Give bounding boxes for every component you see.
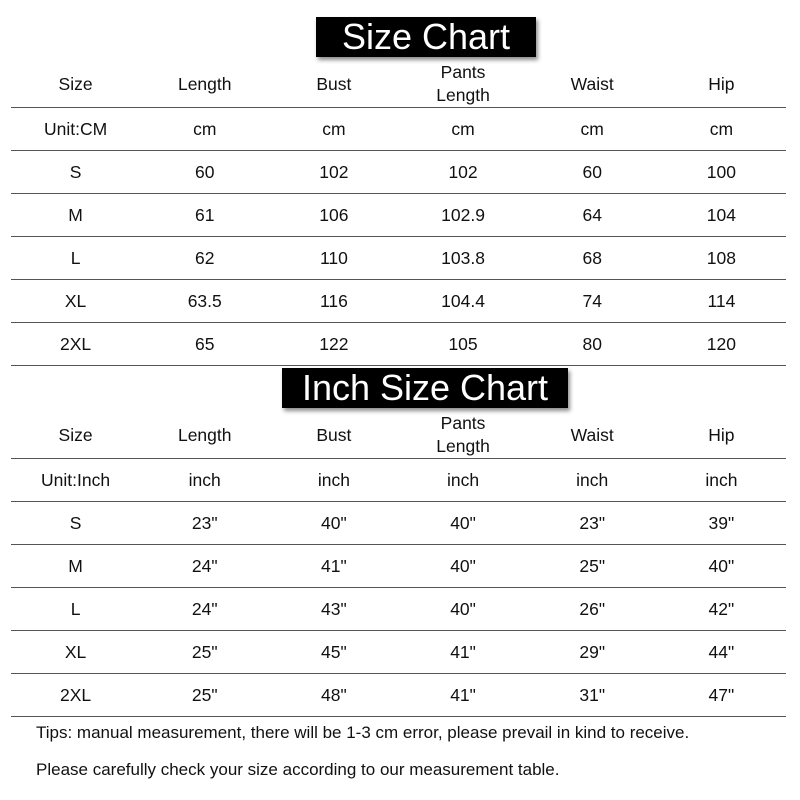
table-row [11, 502, 786, 545]
table-cell-waist: 74 [528, 280, 657, 323]
table-cell-bust: 106 [269, 194, 398, 237]
table-cell-pants-length: 40" [398, 502, 527, 545]
table-cell-size: 2XL [11, 323, 140, 366]
table-cell-size: S [11, 151, 140, 194]
table-cell-length: inch [140, 459, 269, 502]
table-cell-size: M [11, 194, 140, 237]
column-header-length: Length [140, 412, 269, 459]
table-row [11, 545, 786, 588]
table-cell-waist: 31" [528, 674, 657, 717]
table-cell-length: 24" [140, 588, 269, 631]
table-cell-hip: 114 [657, 280, 786, 323]
table-row [11, 237, 786, 280]
table-cell-pants-length: 40" [398, 545, 527, 588]
table-cell-waist: 29" [528, 631, 657, 674]
table-cell-hip: 47" [657, 674, 786, 717]
table-row [11, 323, 786, 366]
table-row [11, 674, 786, 717]
table-cell-waist: 68 [528, 237, 657, 280]
table-cell-pants-length: 104.4 [398, 280, 527, 323]
table-cell-length: 24" [140, 545, 269, 588]
table-cell-length: 23" [140, 502, 269, 545]
table-cell-hip: 100 [657, 151, 786, 194]
table-row [11, 280, 786, 323]
column-header-bust: Bust [269, 61, 398, 108]
table-cell-size: 2XL [11, 674, 140, 717]
table-cell-length: 25" [140, 631, 269, 674]
table-cell-bust: 41" [269, 545, 398, 588]
table-cell-bust: 110 [269, 237, 398, 280]
table-cell-bust: 116 [269, 280, 398, 323]
table-cell-hip: cm [657, 108, 786, 151]
column-header-size: Size [11, 61, 140, 108]
table-cell-size: M [11, 545, 140, 588]
table-cell-length: cm [140, 108, 269, 151]
table-cell-waist: cm [528, 108, 657, 151]
table-cell-length: 60 [140, 151, 269, 194]
table-cell-size: L [11, 588, 140, 631]
table-cell-size: Unit:CM [11, 108, 140, 151]
tip-check-size: Please carefully check your size according to our measurement table. [36, 760, 560, 779]
table-cell-pants-length: 102.9 [398, 194, 527, 237]
table-cell-pants-length: 103.8 [398, 237, 527, 280]
table-cell-waist: 64 [528, 194, 657, 237]
inch-size-chart-title: Inch Size Chart [282, 368, 568, 408]
size-chart-title: Size Chart [316, 17, 536, 57]
column-header-waist: Waist [528, 412, 657, 459]
table-cell-hip: 120 [657, 323, 786, 366]
table-cell-pants-length: 40" [398, 588, 527, 631]
table-cell-hip: 40" [657, 545, 786, 588]
table-cell-pants-length: 105 [398, 323, 527, 366]
table-cell-hip: 42" [657, 588, 786, 631]
table-cell-size: S [11, 502, 140, 545]
table-cell-waist: 23" [528, 502, 657, 545]
table-cell-size: XL [11, 280, 140, 323]
table-cell-hip: inch [657, 459, 786, 502]
table-cell-waist: 25" [528, 545, 657, 588]
table-row [11, 194, 786, 237]
table-cell-length: 62 [140, 237, 269, 280]
table-row [11, 108, 786, 151]
table-cell-hip: 44" [657, 631, 786, 674]
table-header-row [11, 412, 786, 459]
table-cell-bust: 102 [269, 151, 398, 194]
table-cell-length: 61 [140, 194, 269, 237]
table-cell-hip: 108 [657, 237, 786, 280]
table-cell-waist: inch [528, 459, 657, 502]
table-header-row [11, 61, 786, 108]
table-cell-bust: 40" [269, 502, 398, 545]
table-cell-bust: inch [269, 459, 398, 502]
column-header-waist: Waist [528, 61, 657, 108]
table-row [11, 588, 786, 631]
table-cell-size: Unit:Inch [11, 459, 140, 502]
table-row [11, 459, 786, 502]
table-cell-bust: cm [269, 108, 398, 151]
table-cell-bust: 48" [269, 674, 398, 717]
tip-measurement-error: Tips: manual measurement, there will be 1-3 cm error, please prevail in kind to receive. [36, 723, 690, 742]
table-cell-bust: 43" [269, 588, 398, 631]
column-header-bust: Bust [269, 412, 398, 459]
table-cell-pants-length: 41" [398, 631, 527, 674]
column-header-hip: Hip [657, 61, 786, 108]
table-cell-size: L [11, 237, 140, 280]
table-cell-pants-length: cm [398, 108, 527, 151]
table-cell-length: 65 [140, 323, 269, 366]
table-cell-hip: 39" [657, 502, 786, 545]
table-cell-hip: 104 [657, 194, 786, 237]
column-header-hip: Hip [657, 412, 786, 459]
table-cell-length: 63.5 [140, 280, 269, 323]
table-cell-size: XL [11, 631, 140, 674]
table-row [11, 151, 786, 194]
table-cell-pants-length: 41" [398, 674, 527, 717]
table-cell-length: 25" [140, 674, 269, 717]
table-cell-waist: 26" [528, 588, 657, 631]
table-cell-pants-length: inch [398, 459, 527, 502]
table-cell-bust: 45" [269, 631, 398, 674]
table-row [11, 631, 786, 674]
column-header-length: Length [140, 61, 269, 108]
table-cell-pants-length: 102 [398, 151, 527, 194]
table-cell-waist: 60 [528, 151, 657, 194]
column-header-pants-length: Pants Length [398, 412, 527, 459]
column-header-pants-length: Pants Length [398, 61, 527, 108]
table-cell-waist: 80 [528, 323, 657, 366]
table-cell-bust: 122 [269, 323, 398, 366]
size-chart-inch-table [11, 412, 786, 717]
column-header-size: Size [11, 412, 140, 459]
size-chart-cm-table [11, 61, 786, 366]
